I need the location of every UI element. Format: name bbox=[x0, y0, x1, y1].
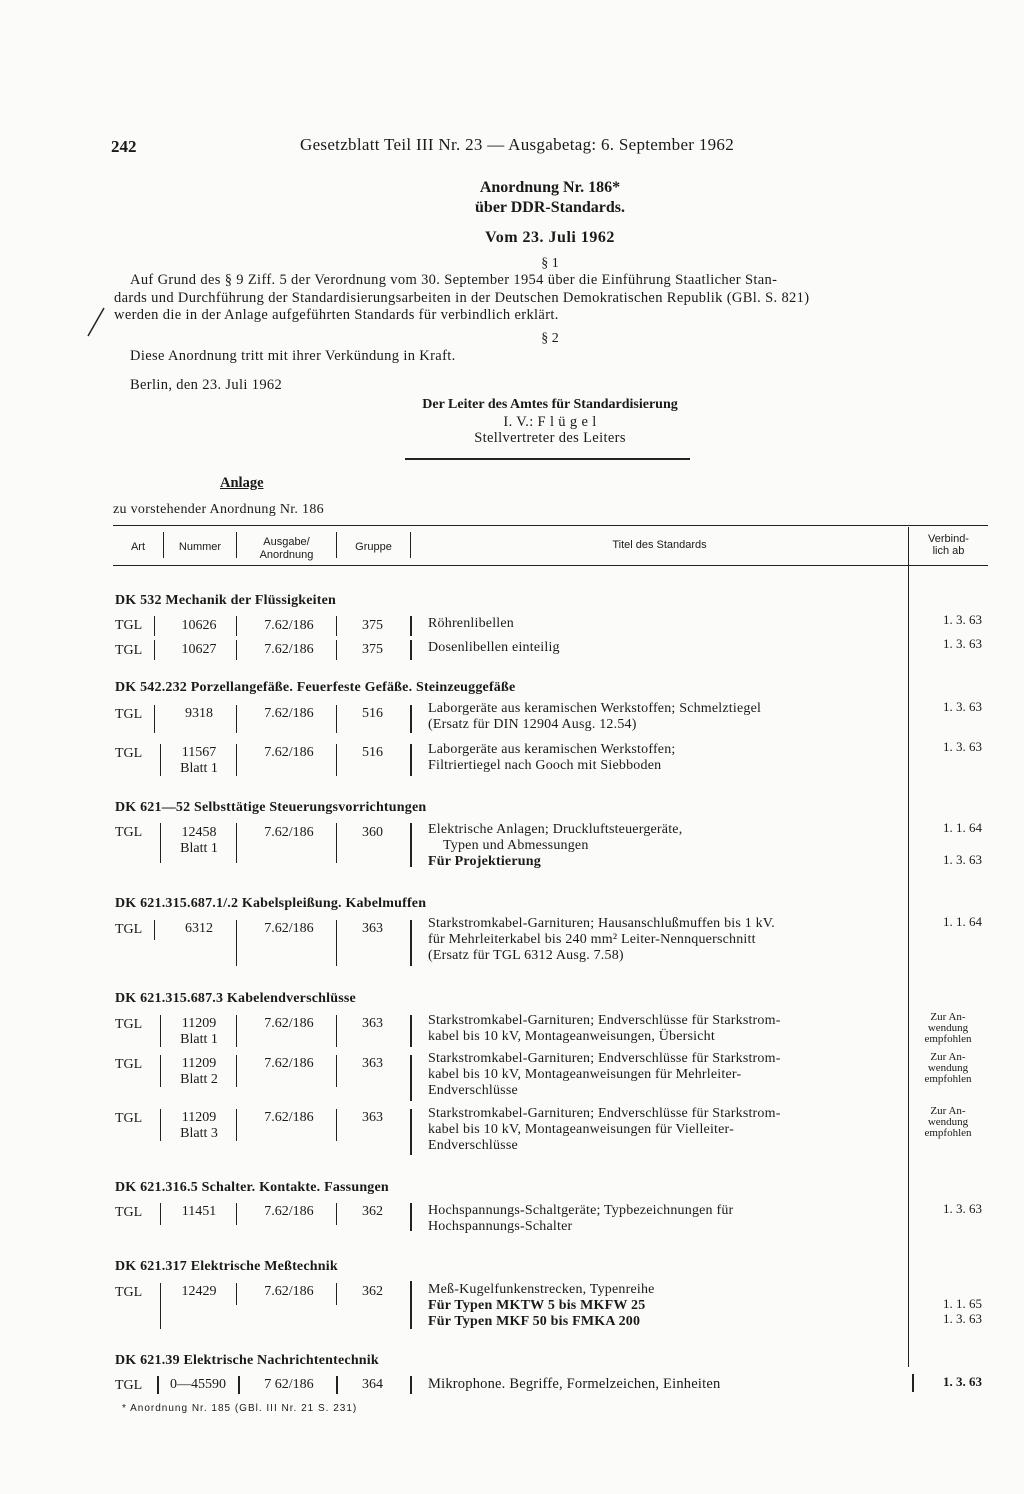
cell-art: TGL bbox=[115, 643, 143, 658]
cell-verbindlich: 1. 1. 64 bbox=[943, 820, 982, 835]
cell-verbindlich: wendung bbox=[927, 1116, 969, 1128]
column-separator bbox=[236, 616, 237, 636]
cell-verbindlich: wendung bbox=[927, 1062, 969, 1074]
column-separator bbox=[154, 920, 155, 940]
cell-titel-line: Hochspannungs-Schalter bbox=[428, 1219, 573, 1234]
cell-titel: Dosenlibellen einteilig bbox=[428, 640, 560, 655]
cell-titel-line: Starkstromkabel-Garnituren; Endverschlüsse für Starkstrom- bbox=[428, 1013, 781, 1028]
column-separator bbox=[160, 744, 161, 776]
cell-art: TGL bbox=[115, 1111, 143, 1126]
cell-ausgabe: 7.62/186 bbox=[264, 642, 314, 657]
col-header-art: Art bbox=[130, 541, 146, 553]
cell-art: TGL bbox=[115, 1205, 143, 1220]
cell-titel-line: Filtriertiegel nach Gooch mit Siebboden bbox=[428, 758, 662, 773]
column-separator bbox=[236, 1109, 237, 1141]
column-separator bbox=[336, 823, 337, 863]
cell-verbindlich: 1. 3. 63 bbox=[943, 1201, 982, 1216]
cell-nummer: 11209 bbox=[181, 1016, 217, 1031]
cell-verbindlich: 1. 3. 63 bbox=[943, 612, 982, 627]
column-separator bbox=[160, 823, 161, 863]
footnote: * Anordnung Nr. 185 (GBl. III Nr. 21 S. 231) bbox=[122, 1403, 358, 1414]
col-header-titel: Titel des Standards bbox=[612, 539, 707, 551]
column-separator bbox=[410, 1055, 412, 1101]
column-separator bbox=[336, 1109, 337, 1141]
col-header-ausgabe-2: Anordnung bbox=[259, 549, 314, 561]
signature-office: Der Leiter des Amtes für Standardisierung bbox=[422, 397, 678, 412]
cell-art: TGL bbox=[115, 1285, 143, 1300]
cell-gruppe: 375 bbox=[362, 642, 383, 657]
paragraph-1-line-1: Auf Grund des § 9 Ziff. 5 der Verordnung vom 30. September 1954 über die Einführung Staatlicher Stan- bbox=[130, 272, 778, 288]
cell-nummer-blatt: Blatt 2 bbox=[180, 1072, 218, 1087]
col-header-gruppe: Gruppe bbox=[355, 541, 392, 553]
cell-verbindlich: Zur An- bbox=[930, 1105, 966, 1117]
paragraph-1-line-2: dards und Durchführung der Standardisierungsarbeiten in der Deutschen Demokratischen Republik (GBl. S. 821) bbox=[114, 290, 810, 306]
column-separator bbox=[236, 1203, 237, 1225]
cell-titel-line: Für Projektierung bbox=[428, 854, 541, 869]
column-separator bbox=[410, 616, 412, 636]
cell-verbindlich: empfohlen bbox=[924, 1033, 972, 1045]
cell-gruppe: 360 bbox=[362, 825, 383, 840]
cell-art: TGL bbox=[115, 1057, 143, 1072]
section-1-heading: § 1 bbox=[541, 256, 559, 271]
cell-titel-line: Meß-Kugelfunkenstrecken, Typenreihe bbox=[428, 1282, 655, 1297]
column-separator bbox=[336, 1283, 337, 1305]
cell-titel-line: kabel bis 10 kV, Montageanweisungen für Vielleiter- bbox=[428, 1122, 734, 1137]
cell-art: TGL bbox=[115, 1378, 143, 1393]
cell-art: TGL bbox=[115, 618, 143, 633]
cell-gruppe: 375 bbox=[362, 618, 383, 633]
column-separator bbox=[336, 920, 337, 966]
column-separator bbox=[160, 1109, 161, 1141]
cell-ausgabe: 7.62/186 bbox=[264, 745, 314, 760]
column-separator bbox=[410, 920, 412, 966]
cell-verbindlich: 1. 3. 63 bbox=[943, 636, 982, 651]
cell-titel-line: Endverschlüsse bbox=[428, 1083, 518, 1098]
column-separator bbox=[336, 640, 337, 660]
cell-nummer: 10626 bbox=[181, 618, 217, 633]
cell-titel-line: Laborgeräte aus keramischen Werkstoffen; Schmelztiegel bbox=[428, 701, 762, 716]
cell-art: TGL bbox=[115, 922, 143, 937]
cell-nummer: 0—45590 bbox=[170, 1377, 226, 1392]
cell-nummer: 12458 bbox=[181, 825, 217, 840]
column-separator bbox=[336, 1203, 337, 1225]
column-separator bbox=[154, 705, 155, 733]
margin-slash-mark bbox=[84, 304, 108, 340]
cell-nummer: 10627 bbox=[181, 642, 217, 657]
cell-ausgabe: 7.62/186 bbox=[264, 706, 314, 721]
signature-role: Stellvertreter des Leiters bbox=[474, 430, 626, 446]
column-separator bbox=[410, 1281, 412, 1329]
cell-nummer: 11567 bbox=[181, 745, 217, 760]
column-separator bbox=[236, 1055, 237, 1087]
cell-ausgabe: 7.62/186 bbox=[264, 1016, 314, 1031]
cell-nummer-blatt: Blatt 3 bbox=[180, 1126, 218, 1141]
col-header-verbindlich-2: lich ab bbox=[932, 545, 965, 557]
column-separator bbox=[336, 1376, 338, 1394]
cell-titel-line: Elektrische Anlagen; Druckluftsteuergeräte, bbox=[428, 822, 683, 837]
cell-ausgabe: 7.62/186 bbox=[264, 1204, 314, 1219]
group-heading: DK 621.39 Elektrische Nachrichtentechnik bbox=[115, 1353, 379, 1368]
column-separator bbox=[236, 823, 237, 863]
cell-art: TGL bbox=[115, 825, 143, 840]
cell-ausgabe: 7.62/186 bbox=[264, 1284, 314, 1299]
column-separator bbox=[336, 616, 337, 636]
cell-nummer: 9318 bbox=[185, 706, 213, 721]
cell-ausgabe: 7.62/186 bbox=[264, 1056, 314, 1071]
cell-titel-line: für Mehrleiterkabel bis 240 mm² Leiter-Nennquerschnitt bbox=[428, 932, 756, 947]
section-2-heading: § 2 bbox=[541, 331, 559, 346]
column-separator bbox=[410, 744, 412, 776]
divider-rule bbox=[405, 458, 690, 460]
cell-titel-line: Laborgeräte aus keramischen Werkstoffen; bbox=[428, 742, 676, 757]
column-separator bbox=[236, 1283, 237, 1305]
group-heading: DK 532 Mechanik der Flüssigkeiten bbox=[115, 593, 337, 608]
cell-art: TGL bbox=[115, 1017, 143, 1032]
col-header-ausgabe-1: Ausgabe/ bbox=[263, 536, 310, 548]
cell-titel: Röhrenlibellen bbox=[428, 616, 515, 631]
cell-verbindlich: 1. 3. 63 bbox=[943, 739, 982, 754]
column-separator bbox=[238, 1376, 240, 1394]
cell-titel-line: (Ersatz für DIN 12904 Ausg. 12.54) bbox=[428, 717, 637, 732]
column-separator bbox=[236, 640, 237, 660]
cell-titel-line: Mikrophone. Begriffe, Formelzeichen, Einheiten bbox=[428, 1376, 721, 1392]
cell-ausgabe: 7.62/186 bbox=[264, 921, 314, 936]
cell-gruppe: 362 bbox=[362, 1204, 383, 1219]
cell-verbindlich: wendung bbox=[927, 1022, 969, 1034]
cell-titel-line: (Ersatz für TGL 6312 Ausg. 7.58) bbox=[428, 948, 624, 963]
cell-verbindlich: Zur An- bbox=[930, 1011, 966, 1023]
cell-titel-line: Starkstromkabel-Garnituren; Hausanschlußmuffen bis 1 kV. bbox=[428, 916, 776, 931]
cell-verbindlich: Zur An- bbox=[930, 1051, 966, 1063]
cell-verbindlich: 1. 3. 63 bbox=[943, 699, 982, 714]
cell-ausgabe: 7.62/186 bbox=[264, 618, 314, 633]
cell-nummer-blatt: Blatt 1 bbox=[180, 1032, 218, 1047]
col-header-nummer: Nummer bbox=[178, 541, 222, 553]
cell-ausgabe: 7.62/186 bbox=[264, 825, 314, 840]
cell-titel-line: Für Typen MKF 50 bis FMKA 200 bbox=[428, 1314, 641, 1329]
cell-gruppe: 362 bbox=[362, 1284, 383, 1299]
cell-titel-line: kabel bis 10 kV, Montageanweisungen, Übersicht bbox=[428, 1029, 715, 1044]
cell-gruppe: 364 bbox=[362, 1377, 383, 1392]
cell-nummer: 6312 bbox=[185, 921, 213, 936]
cell-ausgabe: 7 62/186 bbox=[264, 1377, 314, 1392]
annex-subtitle: zu vorstehender Anordnung Nr. 186 bbox=[113, 502, 324, 517]
cell-titel-line: Hochspannungs-Schaltgeräte; Typbezeichnungen für bbox=[428, 1203, 734, 1218]
column-separator bbox=[336, 1055, 337, 1087]
cell-nummer-blatt: Blatt 1 bbox=[180, 761, 218, 776]
column-separator bbox=[410, 705, 412, 733]
group-heading: DK 621.315.687.1/.2 Kabelspleißung. Kabelmuffen bbox=[115, 896, 427, 911]
column-separator bbox=[154, 640, 155, 660]
verbindlich-column-divider bbox=[908, 527, 909, 1367]
column-separator bbox=[160, 1203, 161, 1225]
cell-nummer: 11209 bbox=[181, 1110, 217, 1125]
group-heading: DK 621.317 Elektrische Meßtechnik bbox=[115, 1259, 338, 1274]
column-separator bbox=[157, 1376, 159, 1394]
decree-date: Vom 23. Juli 1962 bbox=[485, 229, 615, 246]
gazette-header: Gesetzblatt Teil III Nr. 23 — Ausgabetag: 6. September 1962 bbox=[300, 135, 735, 154]
column-separator bbox=[236, 920, 237, 966]
cell-gruppe: 363 bbox=[362, 1016, 383, 1031]
cell-verbindlich: 1. 3. 63 bbox=[943, 1374, 982, 1389]
cell-nummer-blatt: Blatt 1 bbox=[180, 841, 218, 856]
cell-titel-line: Typen und Abmessungen bbox=[443, 838, 589, 853]
column-separator bbox=[160, 1055, 161, 1087]
cell-titel-line: kabel bis 10 kV, Montageanweisungen für Mehrleiter- bbox=[428, 1067, 742, 1082]
cell-titel-line: Für Typen MKTW 5 bis MKFW 25 bbox=[428, 1298, 646, 1313]
group-heading: DK 621.315.687.3 Kabelendverschlüsse bbox=[115, 991, 356, 1006]
cell-verbindlich: empfohlen bbox=[924, 1073, 972, 1085]
place-date: Berlin, den 23. Juli 1962 bbox=[130, 377, 283, 393]
cell-titel-line: Starkstromkabel-Garnituren; Endverschlüsse für Starkstrom- bbox=[428, 1051, 781, 1066]
column-separator bbox=[160, 1015, 161, 1047]
column-separator bbox=[410, 1376, 412, 1394]
col-header-verbindlich-1: Verbind- bbox=[928, 533, 969, 545]
column-separator bbox=[236, 744, 237, 776]
column-separator bbox=[410, 1203, 412, 1231]
cell-nummer: 11451 bbox=[181, 1204, 217, 1219]
column-separator bbox=[410, 1109, 412, 1155]
cell-ausgabe: 7.62/186 bbox=[264, 1110, 314, 1125]
cell-verbindlich: 1. 1. 64 bbox=[943, 914, 982, 929]
paragraph-1-line-3: werden die in der Anlage aufgeführten Standards für verbindlich erklärt. bbox=[114, 307, 559, 323]
column-separator bbox=[160, 1283, 161, 1329]
column-separator bbox=[336, 744, 337, 776]
column-separator bbox=[410, 823, 412, 867]
decree-subtitle: über DDR-Standards. bbox=[475, 199, 625, 216]
signature-name: I. V.: F l ü g e l bbox=[503, 414, 597, 430]
cell-verbindlich: 1. 3. 63 bbox=[943, 1311, 982, 1326]
group-heading: DK 542.232 Porzellangefäße. Feuerfeste Gefäße. Steinzeuggefäße bbox=[115, 680, 516, 695]
column-separator bbox=[154, 616, 155, 636]
column-separator bbox=[236, 705, 237, 733]
cell-art: TGL bbox=[115, 746, 143, 761]
cell-gruppe: 516 bbox=[362, 745, 383, 760]
column-separator bbox=[410, 640, 412, 660]
cell-gruppe: 363 bbox=[362, 1056, 383, 1071]
cell-gruppe: 516 bbox=[362, 706, 383, 721]
column-separator bbox=[336, 1015, 337, 1047]
cell-gruppe: 363 bbox=[362, 1110, 383, 1125]
cell-gruppe: 363 bbox=[362, 921, 383, 936]
cell-nummer: 12429 bbox=[181, 1284, 217, 1299]
column-separator bbox=[336, 705, 337, 733]
annex-title: Anlage bbox=[220, 475, 264, 491]
cell-titel-line: Endverschlüsse bbox=[428, 1138, 518, 1153]
decree-title: Anordnung Nr. 186* bbox=[479, 179, 621, 196]
cell-verbindlich: 1. 3. 63 bbox=[943, 852, 982, 867]
cell-verbindlich: empfohlen bbox=[924, 1127, 972, 1139]
cell-verbindlich: 1. 1. 65 bbox=[943, 1296, 982, 1311]
header-bottom-rule bbox=[113, 565, 988, 566]
cell-titel-line: Starkstromkabel-Garnituren; Endverschlüsse für Starkstrom- bbox=[428, 1106, 781, 1121]
page-number: 242 bbox=[111, 137, 137, 156]
group-heading: DK 621—52 Selbsttätige Steuerungsvorrichtungen bbox=[115, 800, 427, 815]
cell-art: TGL bbox=[115, 707, 143, 722]
group-heading: DK 621.316.5 Schalter. Kontakte. Fassungen bbox=[115, 1180, 389, 1195]
paragraph-2: Diese Anordnung tritt mit ihrer Verkündung in Kraft. bbox=[130, 348, 456, 364]
column-separator bbox=[236, 1015, 237, 1047]
column-separator bbox=[410, 1015, 412, 1047]
cell-nummer: 11209 bbox=[181, 1056, 217, 1071]
header-top-rule bbox=[113, 525, 988, 526]
